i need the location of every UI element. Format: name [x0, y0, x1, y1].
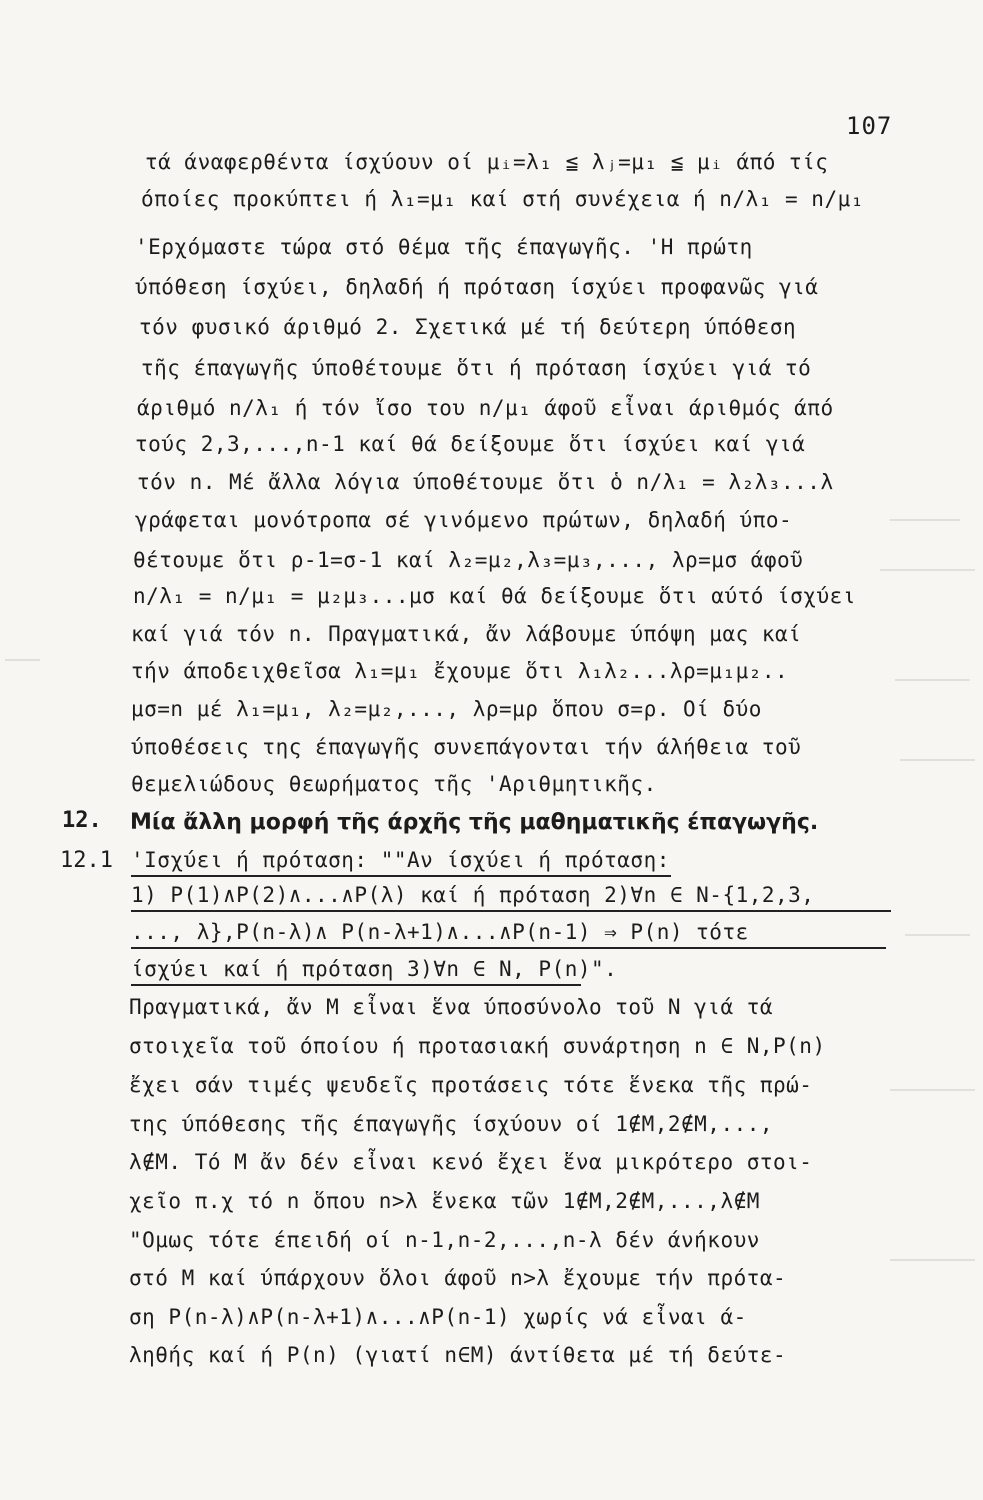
text-line: καί γιά τόν n. Πραγματικά, ἄν λάβουμε ύπόψη μας καί: [131, 622, 802, 646]
underline: [131, 984, 581, 986]
text-line: ύπόθεση ίσχύει, δηλαδή ή πρόταση ίσχύει προφανῶς γιά: [135, 275, 819, 299]
text-line: θέτουμε ὅτι ρ-1=σ-1 καί λ₂=μ₂,λ₃=μ₃,..., λρ=μσ άφοῦ: [133, 548, 804, 572]
statement-line: ..., λ},P(n-λ)∧ P(n-λ+1)∧...∧P(n-1) ⇒ P(n) τότε: [131, 920, 749, 944]
statement-line: ίσχύει καί ή πρόταση 3)∀n ∈ N, P(n)".: [131, 957, 618, 981]
proof-line: λ∉Μ. Τό Μ ἄν δέν εἶναι κενό ἔχει ἕνα μικρότερο στοι-: [129, 1150, 813, 1174]
text-line: άριθμό n/λ₁ ή τόν ἴσο του n/μ₁ άφοῦ εἶναι άριθμός άπό: [137, 396, 834, 420]
proof-line: ἔχει σάν τιμές ψευδεῖς προτάσεις τότε ἕνεκα τῆς πρώ-: [129, 1073, 813, 1097]
text-line: n/λ₁ = n/μ₁ = μ₂μ₃...μσ καί θά δείξουμε ὅτι αύτό ίσχύει: [133, 584, 856, 608]
statement-line: 1) P(1)∧P(2)∧...∧P(λ) καί ή πρόταση 2)∀n ∈ N-{1,2,3,: [131, 883, 815, 907]
subsection-number: 12.1: [60, 848, 113, 873]
text-line: τούς 2,3,...,n-1 καί θά δείξουμε ὅτι ίσχύει καί γιά: [135, 432, 806, 456]
text-line: μσ=n μέ λ₁=μ₁, λ₂=μ₂,..., λρ=μρ ὅπου σ=ρ. Οί δύο: [131, 697, 762, 721]
proof-line: χεῖο π.χ τό n ὅπου n>λ ἕνεκα τῶν 1∉Μ,2∉Μ,...,λ∉Μ: [129, 1189, 760, 1213]
text-line: τῆς έπαγωγῆς ύποθέτουμε ὅτι ή πρόταση ίσχύει γιά τό: [141, 356, 812, 380]
proof-line: της ύπόθεσης τῆς έπαγωγῆς ίσχύουν οί 1∉Μ,2∉Μ,...,: [129, 1112, 774, 1136]
text-line: θεμελιώδους θεωρήματος τῆς 'Αριθμητικῆς.: [131, 772, 657, 796]
text-line: τόν φυσικό άριθμό 2. Σχετικά μέ τή δεύτερη ύπόθεση: [139, 315, 797, 339]
underline: [131, 947, 886, 949]
proof-line: ση P(n-λ)∧P(n-λ+1)∧...∧P(n-1) χωρίς νά εἶναι ά-: [129, 1305, 747, 1329]
underline: [131, 910, 891, 912]
text-line: τόν n. Μέ ἄλλα λόγια ύποθέτουμε ὅτι ὁ n/λ₁ = λ₂λ₃...λ: [137, 470, 834, 494]
text-line: όποίες προκύπτει ή λ₁=μ₁ καί στή συνέχεια ή n/λ₁ = n/μ₁: [141, 187, 864, 211]
proof-line: στό Μ καί ύπάρχουν ὅλοι άφοῦ n>λ ἔχουμε τήν πρότα-: [129, 1266, 787, 1290]
text-line: 'Ερχόμαστε τώρα στό θέμα τῆς έπαγωγῆς. 'Η πρώτη: [135, 235, 753, 259]
proof-line: Πραγματικά, ἄν Μ εἶναι ἕνα ύποσύνολο τοῦ N γιά τά: [129, 995, 774, 1019]
section-title: Μία ἄλλη μορφή τῆς άρχῆς τῆς μαθηματικῆς έπαγωγῆς.: [130, 810, 819, 835]
proof-line: "Ομως τότε έπειδή οί n-1,n-2,...,n-λ δέν άνήκουν: [129, 1228, 760, 1252]
underline: [131, 875, 671, 877]
page-number: 107: [846, 112, 893, 140]
text-line: γράφεται μονότροπα σέ γινόμενο πρώτων, δηλαδή ύπο-: [135, 508, 793, 532]
text-line: τά άναφερθέντα ίσχύουν οί μᵢ=λ₁ ≦ λⱼ=μ₁ ≦ μᵢ άπό τίς: [145, 150, 829, 174]
section-number: 12.: [62, 808, 102, 833]
statement-line: 'Ισχύει ή πρόταση: ""Αν ίσχύει ή πρόταση:: [131, 848, 670, 872]
text-line: ύποθέσεις της έπαγωγῆς συνεπάγονται τήν άλήθεια τοῦ: [131, 735, 802, 759]
text-line: τήν άποδειχθεῖσα λ₁=μ₁ ἔχουμε ὅτι λ₁λ₂...λρ=μ₁μ₂..: [131, 659, 789, 683]
proof-line: ληθής καί ή P(n) (γιατί n∈Μ) άντίθετα μέ τή δεύτε-: [129, 1343, 787, 1367]
proof-line: στοιχεῖα τοῦ όποίου ή προτασιακή συνάρτηση n ∈ N,P(n): [129, 1034, 826, 1058]
